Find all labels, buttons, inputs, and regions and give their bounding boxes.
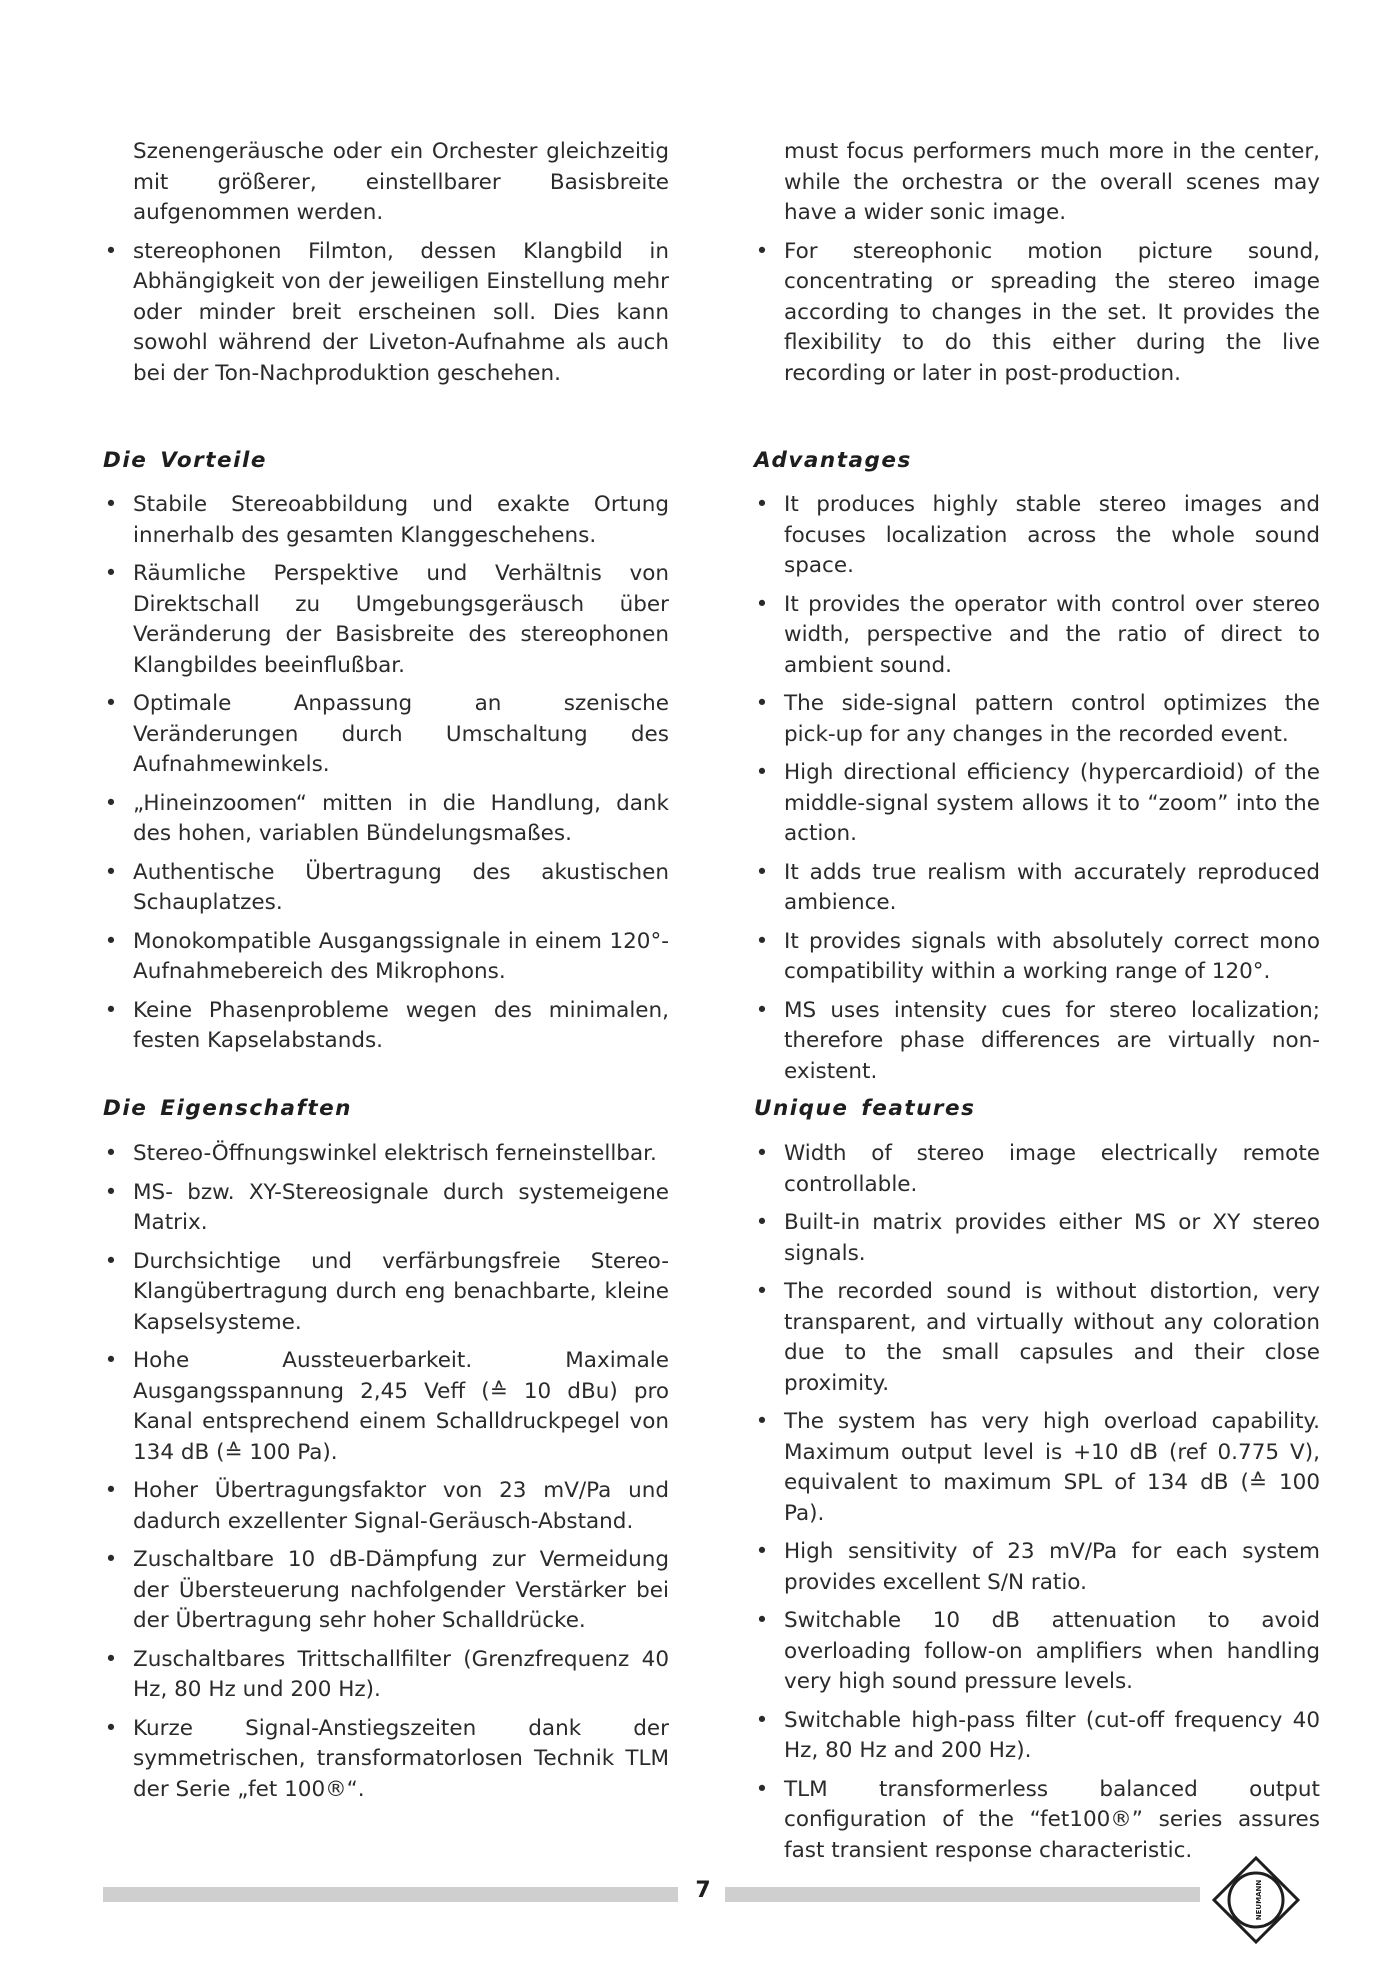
list-item xyxy=(103,237,669,390)
list-item-text: Kurze Signal-Anstiegszeiten dank der symmetrischen, transformatorlosen Technik TLM der Serie „fet 100®“. xyxy=(133,1715,669,1802)
list-item-text: TLM transformerless balanced output configuration of the “fet100®” series assures fast transient response characteristic. xyxy=(784,1776,1320,1863)
bullet-icon: • xyxy=(755,760,769,785)
bullet-icon: • xyxy=(104,1547,118,1572)
list-item-text: Hohe Aussteuerbarkeit. Maximale Ausgangsspannung 2,45 Veff (≙ 10 dBu) pro Kanal entsprechend einem Schalldruckpegel von 134 dB (≙ 100 Pa). xyxy=(133,1348,669,1465)
bullet-icon: • xyxy=(755,691,769,716)
list-item xyxy=(754,1775,1320,1867)
german-vorteile-list xyxy=(103,490,669,1057)
list-item xyxy=(754,590,1320,682)
english-advantages-list xyxy=(754,490,1320,1087)
list-item-text: High sensitivity of 23 mV/Pa for each system provides excellent S/N ratio. xyxy=(784,1539,1320,1595)
list-item-text: Keine Phasenprobleme wegen des minimalen, festen Kapselabstands. xyxy=(133,997,669,1053)
bullet-icon: • xyxy=(104,997,118,1023)
english-features-block xyxy=(754,1139,1320,1874)
bullet-icon: • xyxy=(755,1707,769,1733)
list-item-text: The recorded sound is without distortion, very transparent, and virtually without any coloration due to the small capsules and their close proximity. xyxy=(784,1279,1320,1396)
section-title-advantages: Advantages xyxy=(754,448,912,473)
bullet-icon: • xyxy=(755,238,769,264)
footer-rule-left xyxy=(103,1887,678,1902)
list-item-text: Zuschaltbares Trittschallfilter (Grenzfrequenz 40 Hz, 80 Hz und 200 Hz). xyxy=(133,1646,669,1702)
list-item xyxy=(754,490,1320,582)
list-item-text: The system has very high overload capability. Maximum output level is +10 dB (ref 0.775 V), equivalent to maximum SPL of 134 dB (≙ 100 Pa). xyxy=(784,1409,1320,1526)
list-item xyxy=(103,689,669,781)
list-item-text: „Hineinzoomen“ mitten in die Handlung, dank des hohen, variablen Bündelungsmaßes. xyxy=(133,790,669,846)
bullet-icon: • xyxy=(104,691,118,716)
list-item xyxy=(754,1537,1320,1598)
list-item xyxy=(103,1714,669,1806)
english-section-features xyxy=(754,1096,1320,1121)
list-item xyxy=(754,1407,1320,1529)
list-item-text: stereophonen Filmton, dessen Klangbild in Abhängigkeit von der jeweiligen Einstellung mehr oder minder breit erscheinen soll. Dies kann sowohl während der Liveton-Aufnahme als auch bei der Ton-Nachproduktion geschehen. xyxy=(133,238,669,386)
bullet-icon: • xyxy=(755,1279,769,1304)
logo-text: NEUMANN xyxy=(1255,1879,1263,1921)
bullet-icon: • xyxy=(104,790,118,816)
list-item-text: Switchable 10 dB attenuation to avoid overloading follow-on amplifiers when handling very high sound pressure levels. xyxy=(784,1608,1320,1694)
neumann-logo-icon xyxy=(1211,1855,1301,1945)
german-eigenschaften-block xyxy=(103,1139,669,1813)
bullet-icon: • xyxy=(104,1179,118,1205)
section-title-unique-features: Unique features xyxy=(754,1096,976,1121)
bullet-icon: • xyxy=(104,492,118,517)
english-intro-text: must focus performers much more in the center, while the orchestra or the overall scenes may have a wider sonic image. xyxy=(784,139,1320,225)
list-item xyxy=(754,1277,1320,1399)
bullet-icon: • xyxy=(104,1478,118,1503)
bullet-icon: • xyxy=(104,1141,118,1166)
list-item-text: Switchable high-pass filter (cut-off frequency 40 Hz, 80 Hz and 200 Hz). xyxy=(784,1707,1320,1763)
list-item xyxy=(754,858,1320,919)
list-item xyxy=(754,1208,1320,1269)
bullet-icon: • xyxy=(104,1646,118,1672)
list-item xyxy=(103,996,669,1057)
list-item-text: Hoher Übertragungsfaktor von 23 mV/Pa und dadurch exzellenter Signal-Geräusch-Abstand. xyxy=(133,1478,669,1534)
bullet-icon: • xyxy=(755,1210,769,1235)
english-intro xyxy=(754,137,1320,397)
list-item xyxy=(103,559,669,681)
list-item-text: Authentische Übertragung des akustischen Schauplatzes. xyxy=(133,859,669,915)
list-item-text: Stabile Stereoabbildung und exakte Ortung innerhalb des gesamten Klanggeschehens. xyxy=(133,492,669,548)
bullet-icon: • xyxy=(104,928,118,954)
list-item xyxy=(754,1706,1320,1767)
list-item-text: For stereophonic motion picture sound, concentrating or spreading the stereo image according to changes in the set. It provides the flexibility to do this either during the live recording or later in post-production. xyxy=(784,238,1320,386)
bullet-icon: • xyxy=(104,1348,118,1373)
list-item-text: MS- bzw. XY-Stereosignale durch systemeigene Matrix. xyxy=(133,1179,669,1235)
bullet-icon: • xyxy=(755,1141,769,1166)
list-item-text: Monokompatible Ausgangssignale in einem 120°-Aufnahmebereich des Mikrophons. xyxy=(133,928,669,984)
english-section-advantages xyxy=(754,448,1320,473)
list-item xyxy=(754,1606,1320,1698)
english-features-list xyxy=(754,1139,1320,1866)
bullet-icon: • xyxy=(755,492,769,517)
list-item xyxy=(103,1346,669,1468)
list-item-text: Durchsichtige und verfärbungsfreie Stereo-Klangübertragung durch eng benachbarte, kleine Kapselsysteme. xyxy=(133,1248,669,1335)
section-title-eigenschaften: Die Eigenschaften xyxy=(103,1096,352,1121)
list-item-text: Built-in matrix provides either MS or XY stereo signals. xyxy=(784,1210,1320,1266)
english-intro-list xyxy=(754,237,1320,390)
list-item xyxy=(103,1545,669,1637)
bullet-icon: • xyxy=(755,1539,769,1564)
bullet-icon: • xyxy=(755,928,769,954)
footer-rule-right xyxy=(725,1887,1200,1902)
german-intro-list xyxy=(103,237,669,390)
list-item-text: It provides signals with absolutely correct mono compatibility within a working range of 120°. xyxy=(784,928,1320,984)
list-item xyxy=(754,927,1320,988)
list-item xyxy=(103,1476,669,1537)
list-item-text: It provides the operator with control over stereo width, perspective and the ratio of direct to ambient sound. xyxy=(784,591,1320,678)
bullet-icon: • xyxy=(755,1776,769,1802)
list-item-text: Zuschaltbare 10 dB-Dämpfung zur Vermeidung der Übersteuerung nachfolgender Verstärker bei der Übertragung sehr hoher Schalldrücke. xyxy=(133,1547,669,1633)
list-item-text: Optimale Anpassung an szenische Veränderungen durch Umschaltung des Aufnahmewinkels. xyxy=(133,691,669,777)
german-section-vorteile xyxy=(103,448,669,473)
bullet-icon: • xyxy=(755,997,769,1023)
list-item-text: The side-signal pattern control optimizes the pick-up for any changes in the recorded event. xyxy=(784,691,1320,747)
list-item-text: It adds true realism with accurately reproduced ambience. xyxy=(784,859,1320,915)
list-item xyxy=(103,927,669,988)
list-item xyxy=(754,237,1320,390)
list-item-text: High directional efficiency (hypercardioid) of the middle-signal system allows it to “zoom” into the action. xyxy=(784,760,1320,846)
bullet-icon: • xyxy=(755,1608,769,1633)
list-item xyxy=(103,858,669,919)
german-vorteile-block xyxy=(103,490,669,1065)
bullet-icon: • xyxy=(755,591,769,617)
bullet-icon: • xyxy=(104,1715,118,1741)
list-item-text: Räumliche Perspektive und Verhältnis von Direktschall zu Umgebungsgeräusch über Veränderung der Basisbreite des stereophonen Klangbildes beeinflußbar. xyxy=(133,561,669,678)
bullet-icon: • xyxy=(104,238,118,264)
bullet-icon: • xyxy=(104,859,118,885)
list-item xyxy=(754,689,1320,750)
english-advantages-block xyxy=(754,490,1320,1095)
bullet-icon: • xyxy=(104,561,118,586)
list-item xyxy=(754,1139,1320,1200)
list-item xyxy=(103,1178,669,1239)
list-item xyxy=(754,996,1320,1088)
german-intro-text: Szenengeräusche oder ein Orchester gleichzeitig mit größerer, einstellbarer Basisbreite aufgenommen werden. xyxy=(133,139,669,225)
bullet-icon: • xyxy=(755,1409,769,1434)
list-item xyxy=(103,1139,669,1170)
german-section-eigenschaften xyxy=(103,1096,669,1121)
section-title-vorteile: Die Vorteile xyxy=(103,448,267,473)
list-item xyxy=(103,1645,669,1706)
list-item xyxy=(754,758,1320,850)
german-intro xyxy=(103,137,669,397)
page-number: 7 xyxy=(695,1878,711,1903)
list-item-text: Width of stereo image electrically remote controllable. xyxy=(784,1141,1320,1197)
list-item xyxy=(103,1247,669,1339)
german-eigenschaften-list xyxy=(103,1139,669,1805)
bullet-icon: • xyxy=(755,859,769,885)
list-item-text: Stereo-Öffnungswinkel elektrisch ferneinstellbar. xyxy=(133,1141,657,1166)
list-item xyxy=(103,490,669,551)
list-item xyxy=(103,789,669,850)
list-item-text: MS uses intensity cues for stereo localization; therefore phase differences are virtually non-existent. xyxy=(784,997,1320,1084)
list-item-text: It produces highly stable stereo images and focuses localization across the whole sound space. xyxy=(784,492,1320,578)
bullet-icon: • xyxy=(104,1248,118,1274)
